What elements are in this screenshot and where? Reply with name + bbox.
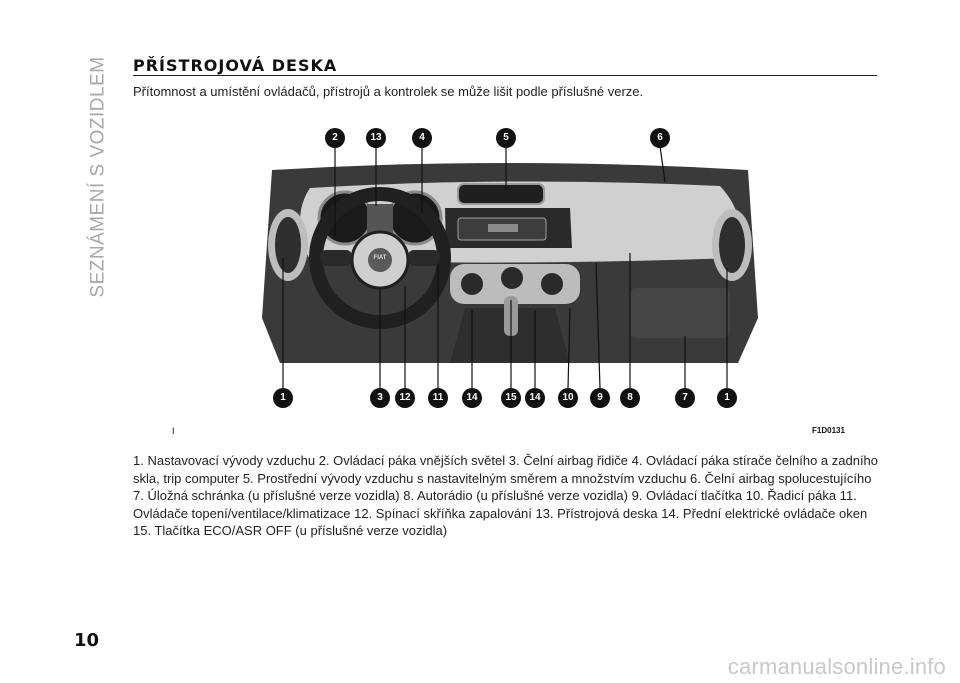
callout-top-3: 5 xyxy=(503,132,509,143)
steering-wheel-badge: FIAT xyxy=(373,255,387,261)
page-number: 10 xyxy=(74,630,100,651)
callout-bottom-10: 7 xyxy=(682,392,688,403)
section-side-tab xyxy=(84,52,114,302)
dashboard-illustration xyxy=(160,118,860,438)
callout-bottom-6: 14 xyxy=(529,392,541,403)
figure-code: F1D0131 xyxy=(812,426,845,435)
callout-top-1: 13 xyxy=(370,132,382,143)
section-side-tab-label: SEZNÁMENÍ S VOZIDLEM xyxy=(88,56,110,298)
callout-bottom-7: 10 xyxy=(562,392,574,403)
callout-bottom-11: 1 xyxy=(724,392,730,403)
title-divider xyxy=(133,75,877,76)
callout-bottom-5: 15 xyxy=(505,392,517,403)
callout-bottom-2: 12 xyxy=(399,392,411,403)
page-title: PŘÍSTROJOVÁ DESKA xyxy=(133,56,338,75)
callout-bottom-8: 9 xyxy=(597,392,603,403)
figure-letter: I xyxy=(172,426,175,436)
callout-bottom-9: 8 xyxy=(627,392,633,403)
callout-bottom-1: 3 xyxy=(377,392,383,403)
callout-top-2: 4 xyxy=(419,132,425,143)
figure-caption: 1. Nastavovací vývody vzduchu 2. Ovládací páka vnějších světel 3. Čelní airbag řidiče 4. Ovládací páka stírače čelního a zadního skla, trip computer 5. Prostřední vývody vzduchu s nastavitelným směrem a množstvím vzduchu 6. Čelní airbag spolucestujícího 7. Úložná schránka (u příslušné verze vozidla) 8. Autorádio (u příslušné verze vozidla) 9. Ovládací tlačítka 10. Řadicí páka 11. Ovládače topení/ventilace/klimatizace 12. Spínací skříňka zapalování 13. Přístrojová deska 14. Přední elektrické ovládače oken 15. Tlačítka ECO/ASR OFF (u příslušné verze vozidla) xyxy=(133,453,879,538)
callout-bottom-0: 1 xyxy=(280,392,286,403)
callout-bottom-4: 14 xyxy=(466,392,478,403)
callout-top-4: 6 xyxy=(657,132,663,143)
callout-top-0: 2 xyxy=(332,132,338,143)
site-watermark: carmanualsonline.info xyxy=(727,654,946,679)
page-subtitle: Přítomnost a umístění ovládačů, přístrojů a kontrolek se může lišit podle příslušné verze. xyxy=(133,84,644,99)
callout-bottom-3: 11 xyxy=(432,392,444,403)
